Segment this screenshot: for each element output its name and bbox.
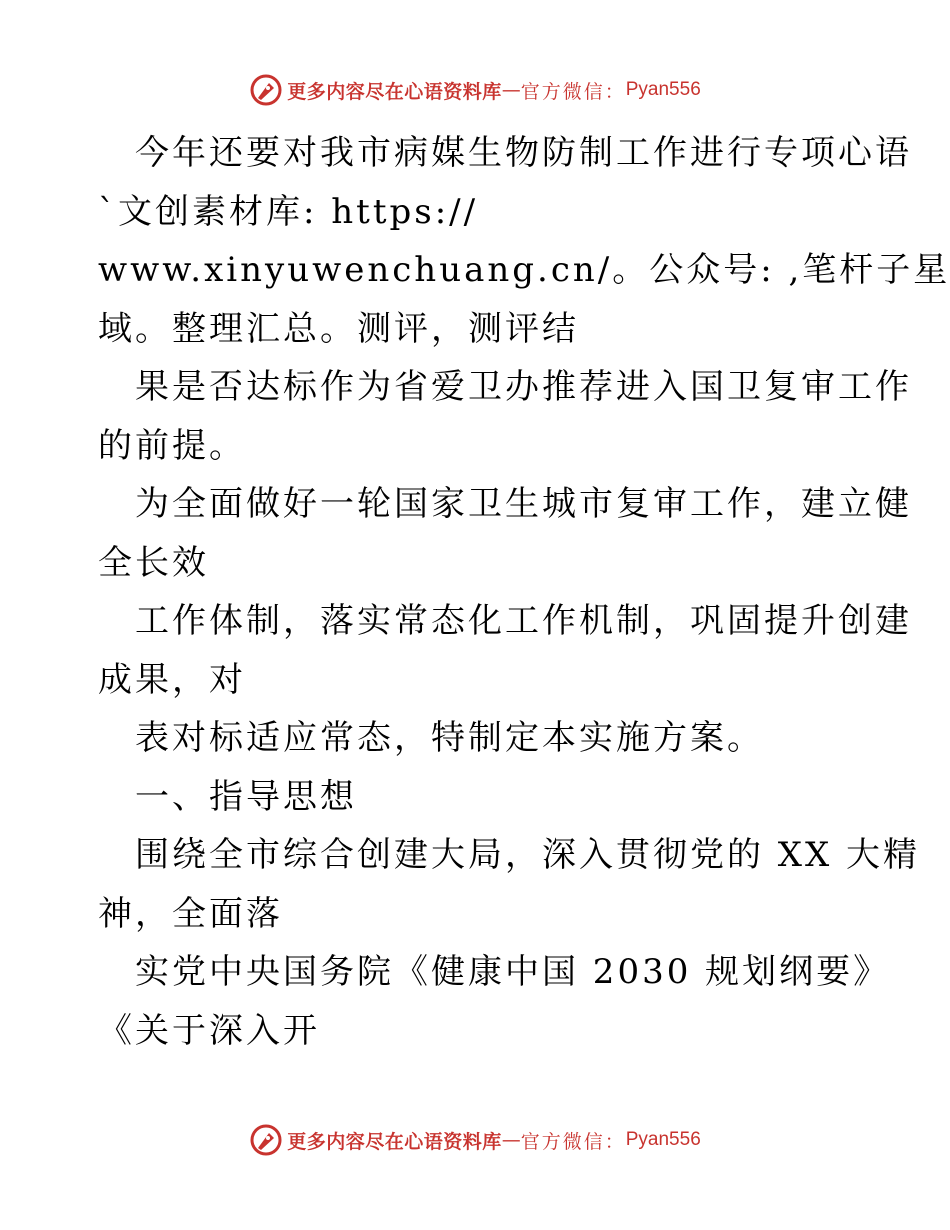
text-line: 为全面做好一轮国家卫生城市复审工作，建立健 xyxy=(135,484,912,524)
text-line: 围绕全市综合创建大局，深入贯彻党的 XX 大精 xyxy=(135,835,921,875)
text-line: 神，全面落 xyxy=(98,893,283,934)
text-line: 表对标适应常态，特制定本实施方案。 xyxy=(135,718,764,758)
text-line: 成果，对 xyxy=(98,659,246,700)
pen-nib-circle-icon xyxy=(249,1123,283,1157)
text-line: 今年还要对我市病媒生物防制工作进行专项心语 xyxy=(135,133,912,173)
text-line: 全长效 xyxy=(98,542,209,583)
text-line: 《关于深入开 xyxy=(98,1010,320,1051)
text-line: 域。整理汇总。测评，测评结 xyxy=(98,308,579,349)
footer-watermark xyxy=(0,1122,950,1158)
text-line: 实党中央国务院《健康中国 2030 规划纲要》 xyxy=(135,952,891,992)
document-body xyxy=(98,124,950,1060)
watermark-wechat-id: Pyan556 xyxy=(625,79,701,100)
text-line: 的前提。 xyxy=(98,425,246,466)
text-line: `文创素材库: https:// xyxy=(98,191,479,232)
text-line: 果是否达标作为省爱卫办推荐进入国卫复审工作 xyxy=(135,367,912,407)
watermark-label: 官方微信： xyxy=(520,80,626,103)
watermark-brand: 更多内容尽在心语资料库 xyxy=(287,80,502,103)
pen-nib-circle-icon xyxy=(249,73,283,107)
watermark-wechat-id: Pyan556 xyxy=(625,1129,701,1150)
watermark-label: 官方微信： xyxy=(520,1130,626,1153)
text-line: 工作体制，落实常态化工作机制，巩固提升创建 xyxy=(135,601,912,641)
header-watermark xyxy=(0,72,950,108)
section-heading: 一、指导思想 xyxy=(135,776,357,817)
watermark-separator: — xyxy=(501,79,521,101)
text-line: www.xinyuwenchuang.cn/。公众号: ,笔杆子星 xyxy=(98,250,950,290)
watermark-separator: — xyxy=(501,1129,521,1151)
watermark-brand: 更多内容尽在心语资料库 xyxy=(287,1130,502,1153)
